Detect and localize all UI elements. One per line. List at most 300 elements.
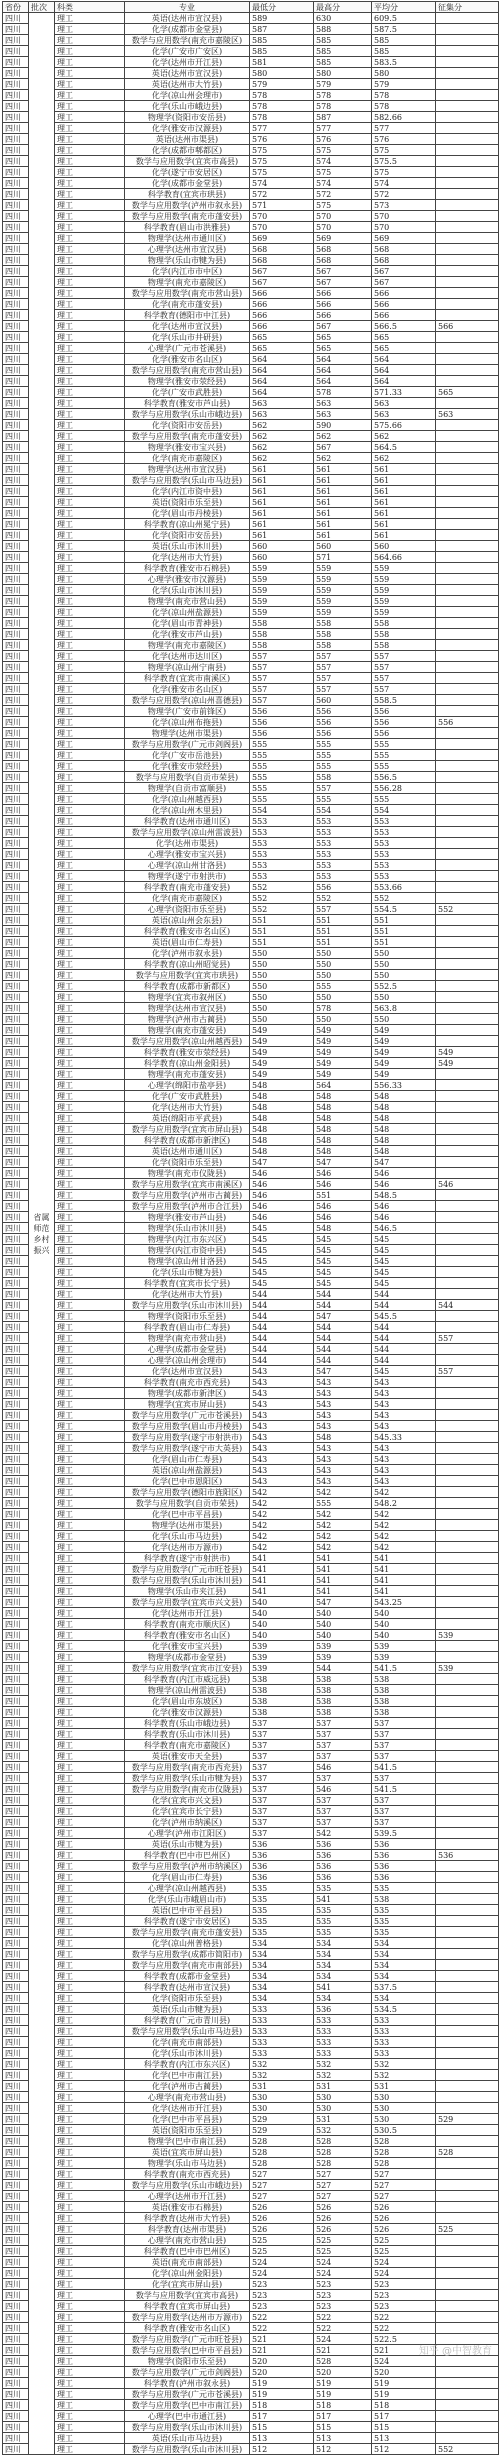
cell-max-score: 590	[314, 420, 372, 431]
cell-category: 理工	[55, 1190, 125, 1201]
cell-province: 四川	[3, 2026, 29, 2037]
cell-avg-score: 537	[372, 1740, 436, 1751]
cell-province: 四川	[3, 1916, 29, 1927]
cell-category: 理工	[55, 1619, 125, 1630]
cell-province: 四川	[3, 244, 29, 255]
cell-major: 英语(雅安市石棉县)	[125, 2202, 250, 2213]
cell-max-score: 549	[314, 1047, 372, 1058]
cell-max-score: 536	[314, 1839, 372, 1850]
cell-avg-score: 564	[372, 376, 436, 387]
cell-category: 理工	[55, 2312, 125, 2323]
cell-min-score: 555	[250, 783, 314, 794]
cell-min-score: 565	[250, 332, 314, 343]
cell-category: 理工	[55, 343, 125, 354]
cell-avg-score: 528	[372, 2158, 436, 2169]
table-row	[3, 1553, 499, 1564]
cell-avg-score: 569	[372, 233, 436, 244]
cell-category: 理工	[55, 1795, 125, 1806]
cell-avg-score: 527	[372, 2180, 436, 2191]
cell-max-score: 550	[314, 992, 372, 1003]
cell-major: 化学(资阳市安岳县)	[125, 530, 250, 541]
table-row	[3, 2290, 499, 2301]
header-batch: 批次	[29, 2, 55, 13]
cell-avg-score: 546	[372, 1179, 436, 1190]
cell-province: 四川	[3, 739, 29, 750]
table-row	[3, 1916, 499, 1927]
cell-province: 四川	[3, 365, 29, 376]
cell-min-score: 525	[250, 2246, 314, 2257]
cell-major: 英语(雅安市天全县)	[125, 1751, 250, 1762]
cell-major: 心理学(成都市金堂县)	[125, 1344, 250, 1355]
cell-province: 四川	[3, 717, 29, 728]
cell-category: 理工	[55, 2356, 125, 2367]
cell-category: 理工	[55, 2224, 125, 2235]
cell-max-score: 557	[314, 651, 372, 662]
cell-category: 理工	[55, 992, 125, 1003]
table-row	[3, 2015, 499, 2026]
cell-category: 理工	[55, 1289, 125, 1300]
cell-province: 四川	[3, 1740, 29, 1751]
cell-province: 四川	[3, 1982, 29, 1993]
cell-category: 理工	[55, 849, 125, 860]
cell-supplementary-score: 565	[436, 387, 499, 398]
table-row	[3, 2114, 499, 2125]
cell-min-score: 538	[250, 1707, 314, 1718]
cell-max-score: 561	[314, 486, 372, 497]
cell-max-score: 576	[314, 134, 372, 145]
cell-min-score: 548	[250, 1102, 314, 1113]
cell-max-score: 533	[314, 2026, 372, 2037]
cell-province: 四川	[3, 1850, 29, 1861]
cell-category: 理工	[55, 2213, 125, 2224]
cell-supplementary-score	[436, 794, 499, 805]
cell-supplementary-score	[436, 2015, 499, 2026]
cell-avg-score: 544	[372, 1344, 436, 1355]
cell-avg-score: 540	[372, 1608, 436, 1619]
cell-category: 理工	[55, 475, 125, 486]
cell-max-score: 534	[314, 1960, 372, 1971]
cell-category: 理工	[55, 915, 125, 926]
cell-category: 理工	[55, 2037, 125, 2048]
cell-max-score: 524	[314, 2257, 372, 2268]
cell-max-score: 548	[314, 1113, 372, 1124]
table-row	[3, 772, 499, 783]
cell-supplementary-score	[436, 1509, 499, 1520]
cell-category: 理工	[55, 1102, 125, 1113]
cell-province: 四川	[3, 1476, 29, 1487]
cell-min-score: 541	[250, 1575, 314, 1586]
table-row	[3, 695, 499, 706]
table-row	[3, 332, 499, 343]
cell-max-score: 525	[314, 2235, 372, 2246]
table-row	[3, 1036, 499, 1047]
cell-min-score: 536	[250, 1861, 314, 1872]
cell-major: 化学(成都市金堂县)	[125, 178, 250, 189]
cell-supplementary-score	[436, 233, 499, 244]
cell-min-score: 578	[250, 101, 314, 112]
table-row	[3, 1465, 499, 1476]
cell-max-score: 537	[314, 1740, 372, 1751]
cell-max-score: 537	[314, 1817, 372, 1828]
cell-max-score: 574	[314, 156, 372, 167]
table-row	[3, 728, 499, 739]
cell-avg-score: 545	[372, 1256, 436, 1267]
cell-min-score: 538	[250, 1674, 314, 1685]
cell-major: 化学(宜宾市兴文县)	[125, 1795, 250, 1806]
cell-max-score: 557	[314, 673, 372, 684]
table-row	[3, 1102, 499, 1113]
cell-avg-score: 535	[372, 1916, 436, 1927]
cell-province: 四川	[3, 1773, 29, 1784]
cell-avg-score: 548	[372, 1135, 436, 1146]
cell-avg-score: 561	[372, 508, 436, 519]
cell-supplementary-score	[436, 739, 499, 750]
cell-category: 理工	[55, 288, 125, 299]
cell-avg-score: 532	[372, 2070, 436, 2081]
cell-supplementary-score	[436, 13, 499, 24]
cell-major: 物理学(南充市营山县)	[125, 1333, 250, 1344]
cell-min-score: 543	[250, 1399, 314, 1410]
cell-province: 四川	[3, 1080, 29, 1091]
cell-category: 理工	[55, 1641, 125, 1652]
cell-supplementary-score	[436, 1564, 499, 1575]
table-row	[3, 717, 499, 728]
cell-province: 四川	[3, 2345, 29, 2356]
cell-max-score: 548	[314, 1432, 372, 1443]
table-row	[3, 1938, 499, 1949]
cell-major: 化学(达州市开江县)	[125, 2103, 250, 2114]
cell-min-score: 523	[250, 2279, 314, 2290]
cell-max-score: 545	[314, 1278, 372, 1289]
cell-category: 理工	[55, 222, 125, 233]
cell-max-score: 556	[314, 717, 372, 728]
table-row	[3, 2070, 499, 2081]
cell-category: 理工	[55, 882, 125, 893]
cell-province: 四川	[3, 618, 29, 629]
cell-major: 英语(达州市宣汉县)	[125, 68, 250, 79]
cell-max-score: 544	[314, 1333, 372, 1344]
cell-supplementary-score: 556	[436, 717, 499, 728]
cell-category: 理工	[55, 200, 125, 211]
table-row	[3, 354, 499, 365]
cell-avg-score: 524	[372, 2268, 436, 2279]
cell-min-score: 577	[250, 123, 314, 134]
cell-category: 理工	[55, 2400, 125, 2411]
cell-major: 化学(巴中市南江县)	[125, 2070, 250, 2081]
cell-major: 英语(宜宾市屏山县)	[125, 2147, 250, 2158]
table-row	[3, 101, 499, 112]
cell-supplementary-score	[436, 1399, 499, 1410]
cell-supplementary-score	[436, 1740, 499, 1751]
cell-max-score: 543	[314, 1454, 372, 1465]
cell-category: 理工	[55, 486, 125, 497]
cell-min-score: 553	[250, 860, 314, 871]
cell-max-score: 537	[314, 1751, 372, 1762]
cell-province: 四川	[3, 871, 29, 882]
cell-max-score: 562	[314, 431, 372, 442]
cell-min-score: 537	[250, 1817, 314, 1828]
cell-major: 化学(乐山市峨边县)	[125, 101, 250, 112]
cell-max-score: 538	[314, 1707, 372, 1718]
cell-min-score: 553	[250, 827, 314, 838]
cell-category: 理工	[55, 365, 125, 376]
cell-min-score: 545	[250, 1223, 314, 1234]
cell-province: 四川	[3, 2268, 29, 2279]
cell-avg-score: 559	[372, 563, 436, 574]
cell-province: 四川	[3, 640, 29, 651]
cell-category: 理工	[55, 552, 125, 563]
cell-min-score: 555	[250, 772, 314, 783]
cell-max-score: 550	[314, 959, 372, 970]
cell-max-score: 552	[314, 893, 372, 904]
cell-category: 理工	[55, 2433, 125, 2444]
cell-major: 数学与应用数学(巴中市平昌县)	[125, 2345, 250, 2356]
cell-avg-score: 562	[372, 431, 436, 442]
cell-province: 四川	[3, 1223, 29, 1234]
cell-province: 四川	[3, 541, 29, 552]
cell-avg-score: 536	[372, 1850, 436, 1861]
cell-major: 数学与应用数学(宜宾市江安县)	[125, 1663, 250, 1674]
cell-category: 理工	[55, 1674, 125, 1685]
cell-avg-score: 557	[372, 673, 436, 684]
cell-supplementary-score	[436, 442, 499, 453]
cell-province: 四川	[3, 1465, 29, 1476]
table-row	[3, 1817, 499, 1828]
cell-province: 四川	[3, 1894, 29, 1905]
cell-min-score: 537	[250, 1784, 314, 1795]
cell-avg-score: 553	[372, 860, 436, 871]
cell-max-score: 556	[314, 728, 372, 739]
cell-min-score: 570	[250, 211, 314, 222]
cell-province: 四川	[3, 695, 29, 706]
cell-min-score: 535	[250, 1927, 314, 1938]
cell-avg-score: 537	[372, 1795, 436, 1806]
cell-min-score: 559	[250, 574, 314, 585]
cell-avg-score: 567	[372, 266, 436, 277]
cell-max-score: 545	[314, 1245, 372, 1256]
cell-max-score: 526	[314, 2213, 372, 2224]
table-row	[3, 2103, 499, 2114]
cell-category: 理工	[55, 585, 125, 596]
cell-max-score: 587	[314, 112, 372, 123]
cell-province: 四川	[3, 2136, 29, 2147]
cell-min-score: 522	[250, 2312, 314, 2323]
cell-province: 四川	[3, 1289, 29, 1300]
cell-supplementary-score	[436, 1597, 499, 1608]
cell-avg-score: 573	[372, 200, 436, 211]
table-row	[3, 2180, 499, 2191]
cell-category: 理工	[55, 1828, 125, 1839]
cell-max-score: 560	[314, 541, 372, 552]
cell-min-score: 535	[250, 1894, 314, 1905]
cell-category: 理工	[55, 695, 125, 706]
cell-category: 理工	[55, 167, 125, 178]
cell-category: 理工	[55, 321, 125, 332]
table-row	[3, 1476, 499, 1487]
cell-major: 数学与应用数学(乐山市马边县)	[125, 475, 250, 486]
cell-supplementary-score	[436, 1652, 499, 1663]
cell-category: 理工	[55, 640, 125, 651]
cell-max-score: 537	[314, 1718, 372, 1729]
cell-category: 理工	[55, 2136, 125, 2147]
cell-min-score: 568	[250, 255, 314, 266]
cell-major: 数学与应用数学(广元市旺苍县)	[125, 2334, 250, 2345]
cell-avg-score: 538	[372, 1707, 436, 1718]
cell-province: 四川	[3, 2202, 29, 2213]
cell-major: 化学(巴中市恩阳区)	[125, 1476, 250, 1487]
cell-province: 四川	[3, 2059, 29, 2070]
cell-avg-score: 544	[372, 1322, 436, 1333]
cell-supplementary-score	[436, 1916, 499, 1927]
cell-category: 理工	[55, 860, 125, 871]
cell-province: 四川	[3, 706, 29, 717]
cell-min-score: 559	[250, 585, 314, 596]
table-row	[3, 1894, 499, 1905]
cell-province: 四川	[3, 574, 29, 585]
cell-province: 四川	[3, 1454, 29, 1465]
table-row	[3, 1355, 499, 1366]
cell-max-score: 536	[314, 2004, 372, 2015]
cell-major: 物理学(宜宾市屏山县)	[125, 1399, 250, 1410]
cell-supplementary-score	[436, 1905, 499, 1916]
cell-major: 科学教育(内江市威远县)	[125, 1674, 250, 1685]
cell-province: 四川	[3, 2169, 29, 2180]
cell-supplementary-score	[436, 112, 499, 123]
cell-max-score: 549	[314, 1069, 372, 1080]
cell-category: 理工	[55, 79, 125, 90]
table-row	[3, 849, 499, 860]
cell-max-score: 557	[314, 904, 372, 915]
cell-major: 物理学(乐山市马边县)	[125, 2158, 250, 2169]
table-row	[3, 552, 499, 563]
cell-supplementary-score	[436, 816, 499, 827]
cell-min-score: 531	[250, 2081, 314, 2092]
table-row	[3, 2312, 499, 2323]
cell-min-score: 528	[250, 2136, 314, 2147]
cell-min-score: 527	[250, 2180, 314, 2191]
cell-min-score: 537	[250, 1828, 314, 1839]
table-row	[3, 2389, 499, 2400]
cell-supplementary-score	[436, 640, 499, 651]
cell-supplementary-score	[436, 2048, 499, 2059]
cell-major: 化学(雅安市芦山县)	[125, 629, 250, 640]
cell-max-score: 559	[314, 574, 372, 585]
cell-supplementary-score	[436, 2081, 499, 2092]
cell-supplementary-score	[436, 2400, 499, 2411]
cell-min-score: 567	[250, 277, 314, 288]
cell-avg-score: 557	[372, 651, 436, 662]
cell-supplementary-score	[436, 2103, 499, 2114]
table-row	[3, 618, 499, 629]
cell-category: 理工	[55, 662, 125, 673]
cell-major: 化学(达州市大竹县)	[125, 552, 250, 563]
cell-category: 理工	[55, 2268, 125, 2279]
cell-min-score: 561	[250, 497, 314, 508]
cell-province: 四川	[3, 1124, 29, 1135]
table-row	[3, 1575, 499, 1586]
cell-category: 理工	[55, 1091, 125, 1102]
cell-supplementary-score	[436, 376, 499, 387]
cell-supplementary-score	[436, 1256, 499, 1267]
cell-avg-score: 556.5	[372, 772, 436, 783]
cell-max-score: 565	[314, 332, 372, 343]
cell-avg-score: 533	[372, 2037, 436, 2048]
cell-category: 理工	[55, 1817, 125, 1828]
cell-province: 四川	[3, 156, 29, 167]
cell-major: 化学(广安市武胜县)	[125, 1091, 250, 1102]
cell-major: 数学与应用数学(宜宾市兴文县)	[125, 1597, 250, 1608]
cell-max-score: 553	[314, 849, 372, 860]
header-max-score: 最高分	[314, 2, 372, 13]
table-row	[3, 860, 499, 871]
cell-supplementary-score	[436, 519, 499, 530]
cell-province: 四川	[3, 1586, 29, 1597]
cell-category: 理工	[55, 1542, 125, 1553]
table-row	[3, 2400, 499, 2411]
cell-category: 理工	[55, 2301, 125, 2312]
cell-supplementary-score	[436, 2246, 499, 2257]
cell-avg-score: 536	[372, 1872, 436, 1883]
cell-province: 四川	[3, 992, 29, 1003]
cell-max-score: 561	[314, 497, 372, 508]
cell-min-score: 544	[250, 1333, 314, 1344]
cell-max-score: 556	[314, 706, 372, 717]
cell-major: 化学(南充市嘉陵区)	[125, 453, 250, 464]
cell-max-score: 548	[314, 1135, 372, 1146]
cell-province: 四川	[3, 1091, 29, 1102]
cell-category: 理工	[55, 2290, 125, 2301]
cell-max-score: 545	[314, 1267, 372, 1278]
table-row	[3, 1366, 499, 1377]
cell-min-score: 559	[250, 563, 314, 574]
cell-province: 四川	[3, 1674, 29, 1685]
cell-supplementary-score	[436, 332, 499, 343]
cell-category: 理工	[55, 1124, 125, 1135]
cell-min-score: 543	[250, 1410, 314, 1421]
cell-min-score: 520	[250, 2367, 314, 2378]
cell-major: 英语(乐山市犍为县)	[125, 1839, 250, 1850]
cell-province: 四川	[3, 838, 29, 849]
table-row	[3, 112, 499, 123]
cell-avg-score: 545	[372, 1278, 436, 1289]
cell-avg-score: 539	[372, 1641, 436, 1652]
cell-max-score: 544	[314, 1663, 372, 1674]
cell-max-score: 578	[314, 387, 372, 398]
cell-major: 英语(达州市大竹县)	[125, 79, 250, 90]
cell-min-score: 533	[250, 2026, 314, 2037]
cell-major: 数学与应用数学(泸州市叙永县)	[125, 200, 250, 211]
cell-supplementary-score	[436, 1729, 499, 1740]
table-row	[3, 1795, 499, 1806]
cell-category: 理工	[55, 1366, 125, 1377]
cell-province: 四川	[3, 959, 29, 970]
cell-province: 四川	[3, 849, 29, 860]
cell-max-score: 561	[314, 464, 372, 475]
cell-min-score: 515	[250, 2422, 314, 2433]
cell-avg-score: 537	[372, 1729, 436, 1740]
cell-province: 四川	[3, 387, 29, 398]
cell-max-score: 561	[314, 530, 372, 541]
cell-min-score: 537	[250, 1795, 314, 1806]
table-row	[3, 1993, 499, 2004]
cell-province: 四川	[3, 2125, 29, 2136]
cell-category: 理工	[55, 2114, 125, 2125]
table-row	[3, 1256, 499, 1267]
cell-supplementary-score	[436, 948, 499, 959]
cell-min-score: 523	[250, 2290, 314, 2301]
cell-avg-score: 546	[372, 1212, 436, 1223]
cell-max-score: 528	[314, 2136, 372, 2147]
